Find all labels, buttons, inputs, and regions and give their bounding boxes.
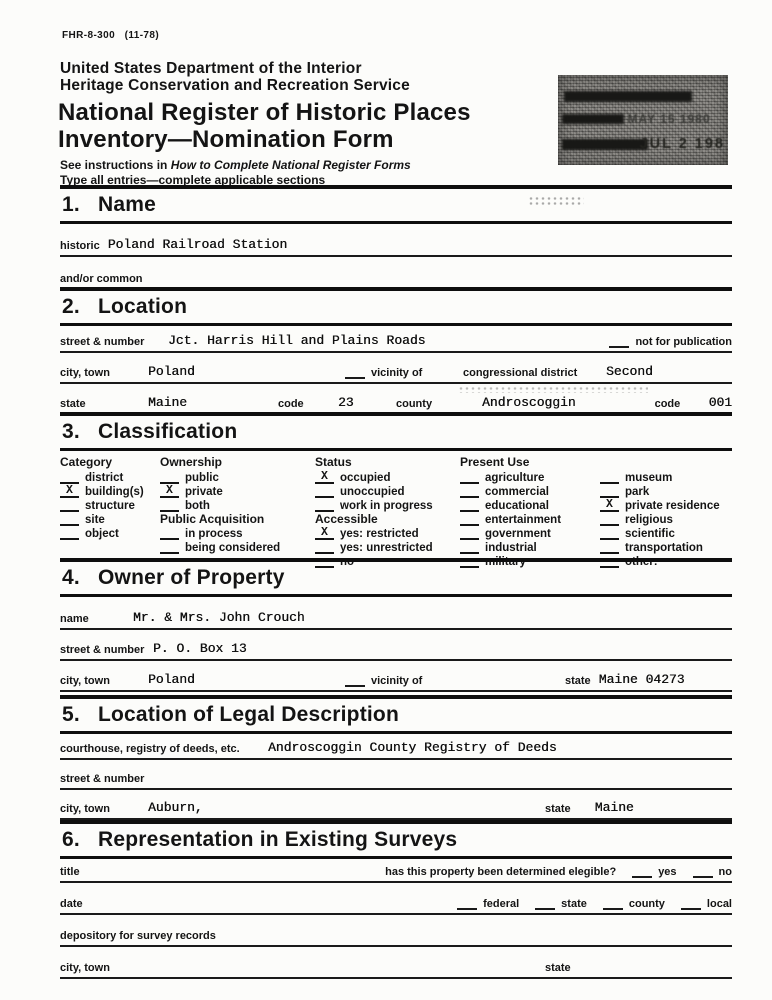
survey-state-label: state [545, 962, 571, 974]
classification-option [315, 498, 460, 512]
owner-name-label: name [60, 613, 89, 625]
no-label: no [718, 866, 732, 878]
checkbox-blank [600, 526, 619, 540]
not-for-publication-option [609, 336, 732, 348]
field-row-survey-title [60, 859, 732, 883]
checkbox-blank [460, 512, 479, 526]
legal-state-label: state [545, 803, 571, 815]
section-number: 2. [62, 295, 80, 318]
stamp-smear-bar [562, 114, 624, 124]
survey-state-group [545, 962, 732, 974]
checkbox-blank [60, 526, 79, 540]
city-label: city, town [60, 367, 110, 379]
field-row-survey-date [60, 883, 732, 915]
classification-option [600, 484, 732, 498]
street-label: street & number [60, 336, 145, 348]
field-row-state [60, 384, 732, 415]
checkbox-blank [160, 526, 179, 540]
eligible-yes-option [632, 866, 676, 878]
form-title [58, 99, 471, 153]
checkbox-mark: X [315, 526, 334, 540]
classification-option-label: building(s) [85, 485, 144, 498]
owner-vicinity-label: vicinity of [371, 675, 423, 687]
state-code-value: 23 [338, 395, 354, 410]
legal-city-label: city, town [60, 803, 110, 815]
local-option [681, 898, 732, 910]
survey-date-label: date [60, 898, 83, 910]
checkbox-blank [600, 540, 619, 554]
county-value: Androscoggin [482, 395, 576, 410]
classification-option-label: unoccupied [340, 485, 405, 498]
section-surveys-header [60, 820, 732, 859]
classification-option [315, 484, 460, 498]
classification-column [160, 456, 315, 561]
historic-value: Poland Railroad Station [107, 237, 288, 252]
county-code-label: code [654, 398, 681, 410]
classification-option [60, 512, 160, 526]
section-legal [60, 695, 732, 820]
classification-option-label: scientific [625, 527, 675, 540]
not-for-publication-label: not for publication [635, 336, 732, 348]
classification-option [160, 526, 315, 540]
agency-name [60, 60, 410, 94]
classification-option-label: park [625, 485, 650, 498]
legal-state-value: Maine [594, 800, 634, 815]
checkbox-blank [460, 470, 479, 484]
federal-blank [457, 898, 477, 910]
field-row-depository [60, 915, 732, 947]
classification-column [600, 456, 732, 568]
legal-state-group [545, 800, 732, 815]
classification-option [600, 470, 732, 484]
section-surveys [60, 820, 732, 979]
stamp-date-1: MAY 15 1980 [627, 112, 711, 126]
classification-option [600, 512, 732, 526]
checkbox-blank [600, 484, 619, 498]
courthouse-value: Androscoggin County Registry of Deeds [268, 740, 557, 755]
no-blank [693, 866, 713, 878]
classification-option [160, 484, 315, 498]
classification-option-label: district [85, 471, 124, 484]
vicinity-option [345, 367, 463, 379]
classification-subheader: Accessible [315, 512, 378, 526]
federal-option [457, 898, 519, 910]
classification-option [600, 540, 732, 554]
checkbox-blank [160, 498, 179, 512]
checkbox-blank [60, 470, 79, 484]
field-row-common [60, 257, 732, 290]
section-title: Name [98, 193, 156, 216]
section-number: 4. [62, 566, 80, 589]
local-blank [681, 898, 701, 910]
instructions-line-1: See instructions in How to Complete National Register Forms [60, 158, 411, 172]
classification-option [460, 484, 600, 498]
checkbox-blank [315, 484, 334, 498]
classification-column-header: Present Use [460, 455, 530, 469]
county-code-value: 001 [708, 395, 732, 410]
stamp-date-2: JUL 2 198 [639, 136, 725, 152]
stamp-smear-bar [564, 91, 692, 102]
classification-grid [60, 451, 732, 568]
checkbox-blank [315, 540, 334, 554]
yes-label: yes [658, 866, 677, 878]
classification-option [460, 470, 600, 484]
classification-option-label: museum [625, 471, 673, 484]
owner-city-label: city, town [60, 675, 110, 687]
classification-option [60, 526, 160, 540]
survey-city-label: city, town [60, 962, 110, 974]
section-number: 6. [62, 828, 80, 851]
owner-vicinity-blank [345, 675, 365, 687]
section-location [60, 287, 732, 415]
courthouse-label: courthouse, registry of deeds, etc. [60, 743, 240, 755]
field-row-survey-city [60, 947, 732, 979]
classification-option [460, 526, 600, 540]
state-option-label: state [561, 898, 587, 910]
classification-option-label: religious [625, 513, 673, 526]
not-for-publication-blank [609, 336, 629, 348]
checkbox-blank [460, 540, 479, 554]
checkbox-blank [600, 512, 619, 526]
classification-option-label: structure [85, 499, 135, 512]
checkbox-blank [600, 470, 619, 484]
section-number: 5. [62, 703, 80, 726]
classification-column-header: Category [60, 455, 113, 469]
classification-option-label: in process [185, 527, 243, 540]
depository-label: depository for survey records [60, 930, 216, 942]
section-name [60, 185, 732, 290]
received-date-stamp [558, 75, 728, 165]
classification-option-label: object [85, 527, 119, 540]
owner-street-value: P. O. Box 13 [153, 641, 247, 656]
section-title: Owner of Property [98, 566, 285, 589]
state-value: Maine [148, 395, 188, 410]
legal-city-value: Auburn, [148, 800, 203, 815]
checkbox-blank [160, 470, 179, 484]
congressional-district-value: Second [606, 364, 653, 379]
field-row-historic [60, 224, 732, 257]
classification-option-label: private residence [625, 499, 720, 512]
section-title: Location of Legal Description [98, 703, 399, 726]
state-blank [535, 898, 555, 910]
checkbox-mark: X [60, 484, 79, 498]
manual-title: How to Complete National Register Forms [170, 158, 411, 172]
state-option [535, 898, 587, 910]
classification-column-header: Ownership [160, 455, 223, 469]
agency-line-2: Heritage Conservation and Recreation Service [60, 77, 410, 94]
street-value: Jct. Harris Hill and Plains Roads [168, 333, 426, 348]
field-row-owner-name [60, 597, 732, 630]
classification-option-label: educational [485, 499, 549, 512]
checkbox-mark: X [160, 484, 179, 498]
agency-line-1: United States Department of the Interior [60, 60, 362, 77]
instructions-line-2: Type all entries—complete applicable sections [60, 172, 326, 187]
classification-column [315, 455, 460, 568]
county-option-label: county [628, 898, 665, 910]
classification-option-label: agriculture [485, 471, 545, 484]
congressional-district-label: congressional district [463, 367, 578, 379]
classification-option-label: being considered [185, 541, 281, 554]
classification-option [600, 526, 732, 540]
section-owner-header [60, 555, 732, 597]
section-legal-header [60, 695, 732, 734]
classification-option-label: work in progress [340, 499, 433, 512]
classification-option [315, 540, 460, 554]
owner-vicinity-option [345, 675, 422, 687]
classification-option-label: yes: unrestricted [340, 541, 433, 554]
field-row-owner-street [60, 630, 732, 661]
classification-column [60, 456, 160, 561]
checkbox-blank [460, 526, 479, 540]
owner-state-label: state [565, 675, 591, 687]
classification-option [315, 526, 460, 540]
classification-option [460, 512, 600, 526]
classification-column [460, 455, 600, 568]
form-instructions [60, 158, 411, 187]
classification-option [60, 498, 160, 512]
section-classification [60, 412, 732, 568]
city-value: Poland [148, 364, 195, 379]
classification-option-label: occupied [340, 471, 391, 484]
checkbox-blank [60, 512, 79, 526]
common-label: and/or common [60, 273, 143, 285]
section-number: 3. [62, 420, 80, 443]
field-row-street [60, 326, 732, 353]
classification-option-label: both [185, 499, 210, 512]
section-location-header [60, 287, 732, 326]
state-label: state [60, 398, 86, 410]
local-label: local [706, 898, 732, 910]
checkbox-blank [460, 498, 479, 512]
field-row-legal-city [60, 790, 732, 820]
checkbox-blank [460, 484, 479, 498]
owner-street-label: street & number [60, 644, 145, 656]
classification-option [60, 470, 160, 484]
field-row-owner-city [60, 661, 732, 692]
county-label: county [396, 398, 433, 410]
classification-option-label: private [185, 485, 223, 498]
form-number: FHR-8-300 (11-78) [62, 30, 160, 41]
field-row-legal-street [60, 760, 732, 790]
yes-blank [632, 866, 652, 878]
county-blank [603, 898, 623, 910]
classification-option-label: transportation [625, 541, 703, 554]
classification-option [160, 540, 315, 554]
classification-option-label: industrial [485, 541, 537, 554]
classification-option-label: entertainment [485, 513, 562, 526]
classification-subheader: Public Acquisition [160, 512, 265, 526]
eligibility-group [385, 866, 732, 878]
owner-city-value: Poland [148, 672, 195, 687]
classification-option [460, 498, 600, 512]
classification-option [315, 470, 460, 484]
field-row-city [60, 353, 732, 384]
checkbox-blank [60, 498, 79, 512]
classification-option-label: commercial [485, 485, 549, 498]
survey-title-label: title [60, 866, 80, 878]
form-title-line-2: Inventory—Nomination Form [58, 126, 394, 153]
classification-option-label: no [340, 555, 355, 568]
checkbox-blank [315, 498, 334, 512]
section-title: Classification [98, 420, 238, 443]
federal-label: federal [483, 898, 520, 910]
section-classification-header [60, 412, 732, 451]
classification-option-label: military [485, 555, 526, 568]
classification-option-label: yes: restricted [340, 527, 419, 540]
classification-column-header [600, 456, 732, 470]
owner-state-value: Maine 04273 [598, 672, 685, 687]
classification-option-label: other: [625, 555, 658, 568]
eligible-no-option [693, 866, 732, 878]
classification-option [460, 540, 600, 554]
section-name-header [60, 185, 732, 224]
checkbox-mark: X [315, 470, 334, 484]
vicinity-label: vicinity of [371, 367, 423, 379]
checkbox-blank [160, 540, 179, 554]
classification-column-header: Status [315, 455, 352, 469]
form-title-line-1: National Register of Historic Places [58, 99, 471, 126]
vicinity-blank [345, 367, 365, 379]
section-title: Representation in Existing Surveys [98, 828, 458, 851]
classification-option [60, 484, 160, 498]
owner-state-group [565, 672, 732, 687]
classification-option [160, 498, 315, 512]
checkbox-mark: X [600, 498, 619, 512]
section-number: 1. [62, 193, 80, 216]
classification-option [600, 498, 732, 512]
section-title: Location [98, 295, 188, 318]
field-row-courthouse [60, 734, 732, 760]
section-owner [60, 555, 732, 692]
owner-name-value: Mr. & Mrs. John Crouch [133, 610, 305, 625]
historic-label: historic [60, 240, 100, 252]
state-code-label: code [278, 398, 304, 410]
county-option [603, 898, 665, 910]
eligible-question-label: has this property been determined elegible? [385, 866, 617, 878]
legal-street-label: street & number [60, 773, 145, 785]
classification-option [160, 470, 315, 484]
stamp-smear-bar [562, 139, 648, 150]
classification-option-label: government [485, 527, 551, 540]
classification-option-label: site [85, 513, 105, 526]
survey-level-group [457, 898, 732, 910]
classification-option-label: public [185, 471, 219, 484]
